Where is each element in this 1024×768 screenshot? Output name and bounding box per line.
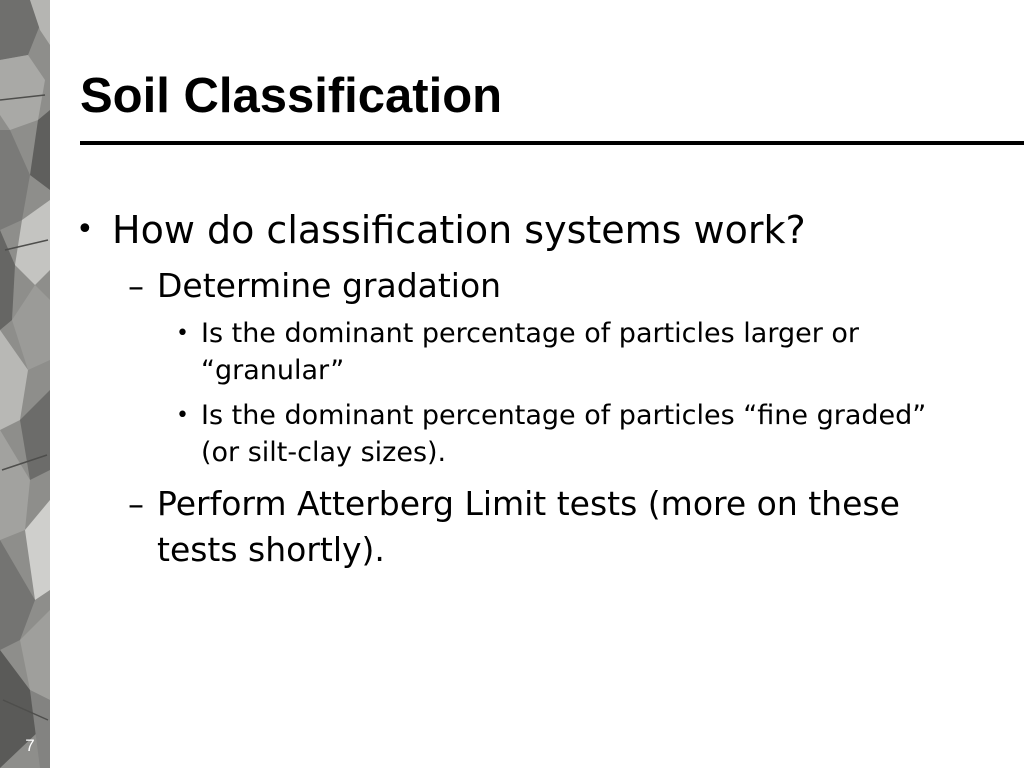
slide-title: Soil Classification <box>80 69 503 123</box>
bullet-level2-text: Determine gradation <box>157 266 502 305</box>
bullet-level3-text-line: Is the dominant percentage of particles larger or <box>201 318 860 349</box>
bullet-level3-text-line: “granular” <box>201 355 345 386</box>
bullet-level2-text-line: Perform Atterberg Limit tests (more on these <box>157 484 900 523</box>
bullet-level3-text-line: (or silt-clay sizes). <box>201 437 447 468</box>
bullet-level1-text: How do classification systems work? <box>112 208 806 252</box>
bullet-marker: • <box>176 321 189 346</box>
slide-number: 7 <box>25 736 35 755</box>
bullet-level2-text-line: tests shortly). <box>157 530 385 569</box>
bullet-marker: • <box>176 403 189 428</box>
dash-marker: – <box>128 267 144 305</box>
bullet-marker: • <box>76 212 94 247</box>
dash-marker: – <box>128 485 144 523</box>
bullet-level3-text-line: Is the dominant percentage of particles “fine graded” <box>201 400 927 431</box>
